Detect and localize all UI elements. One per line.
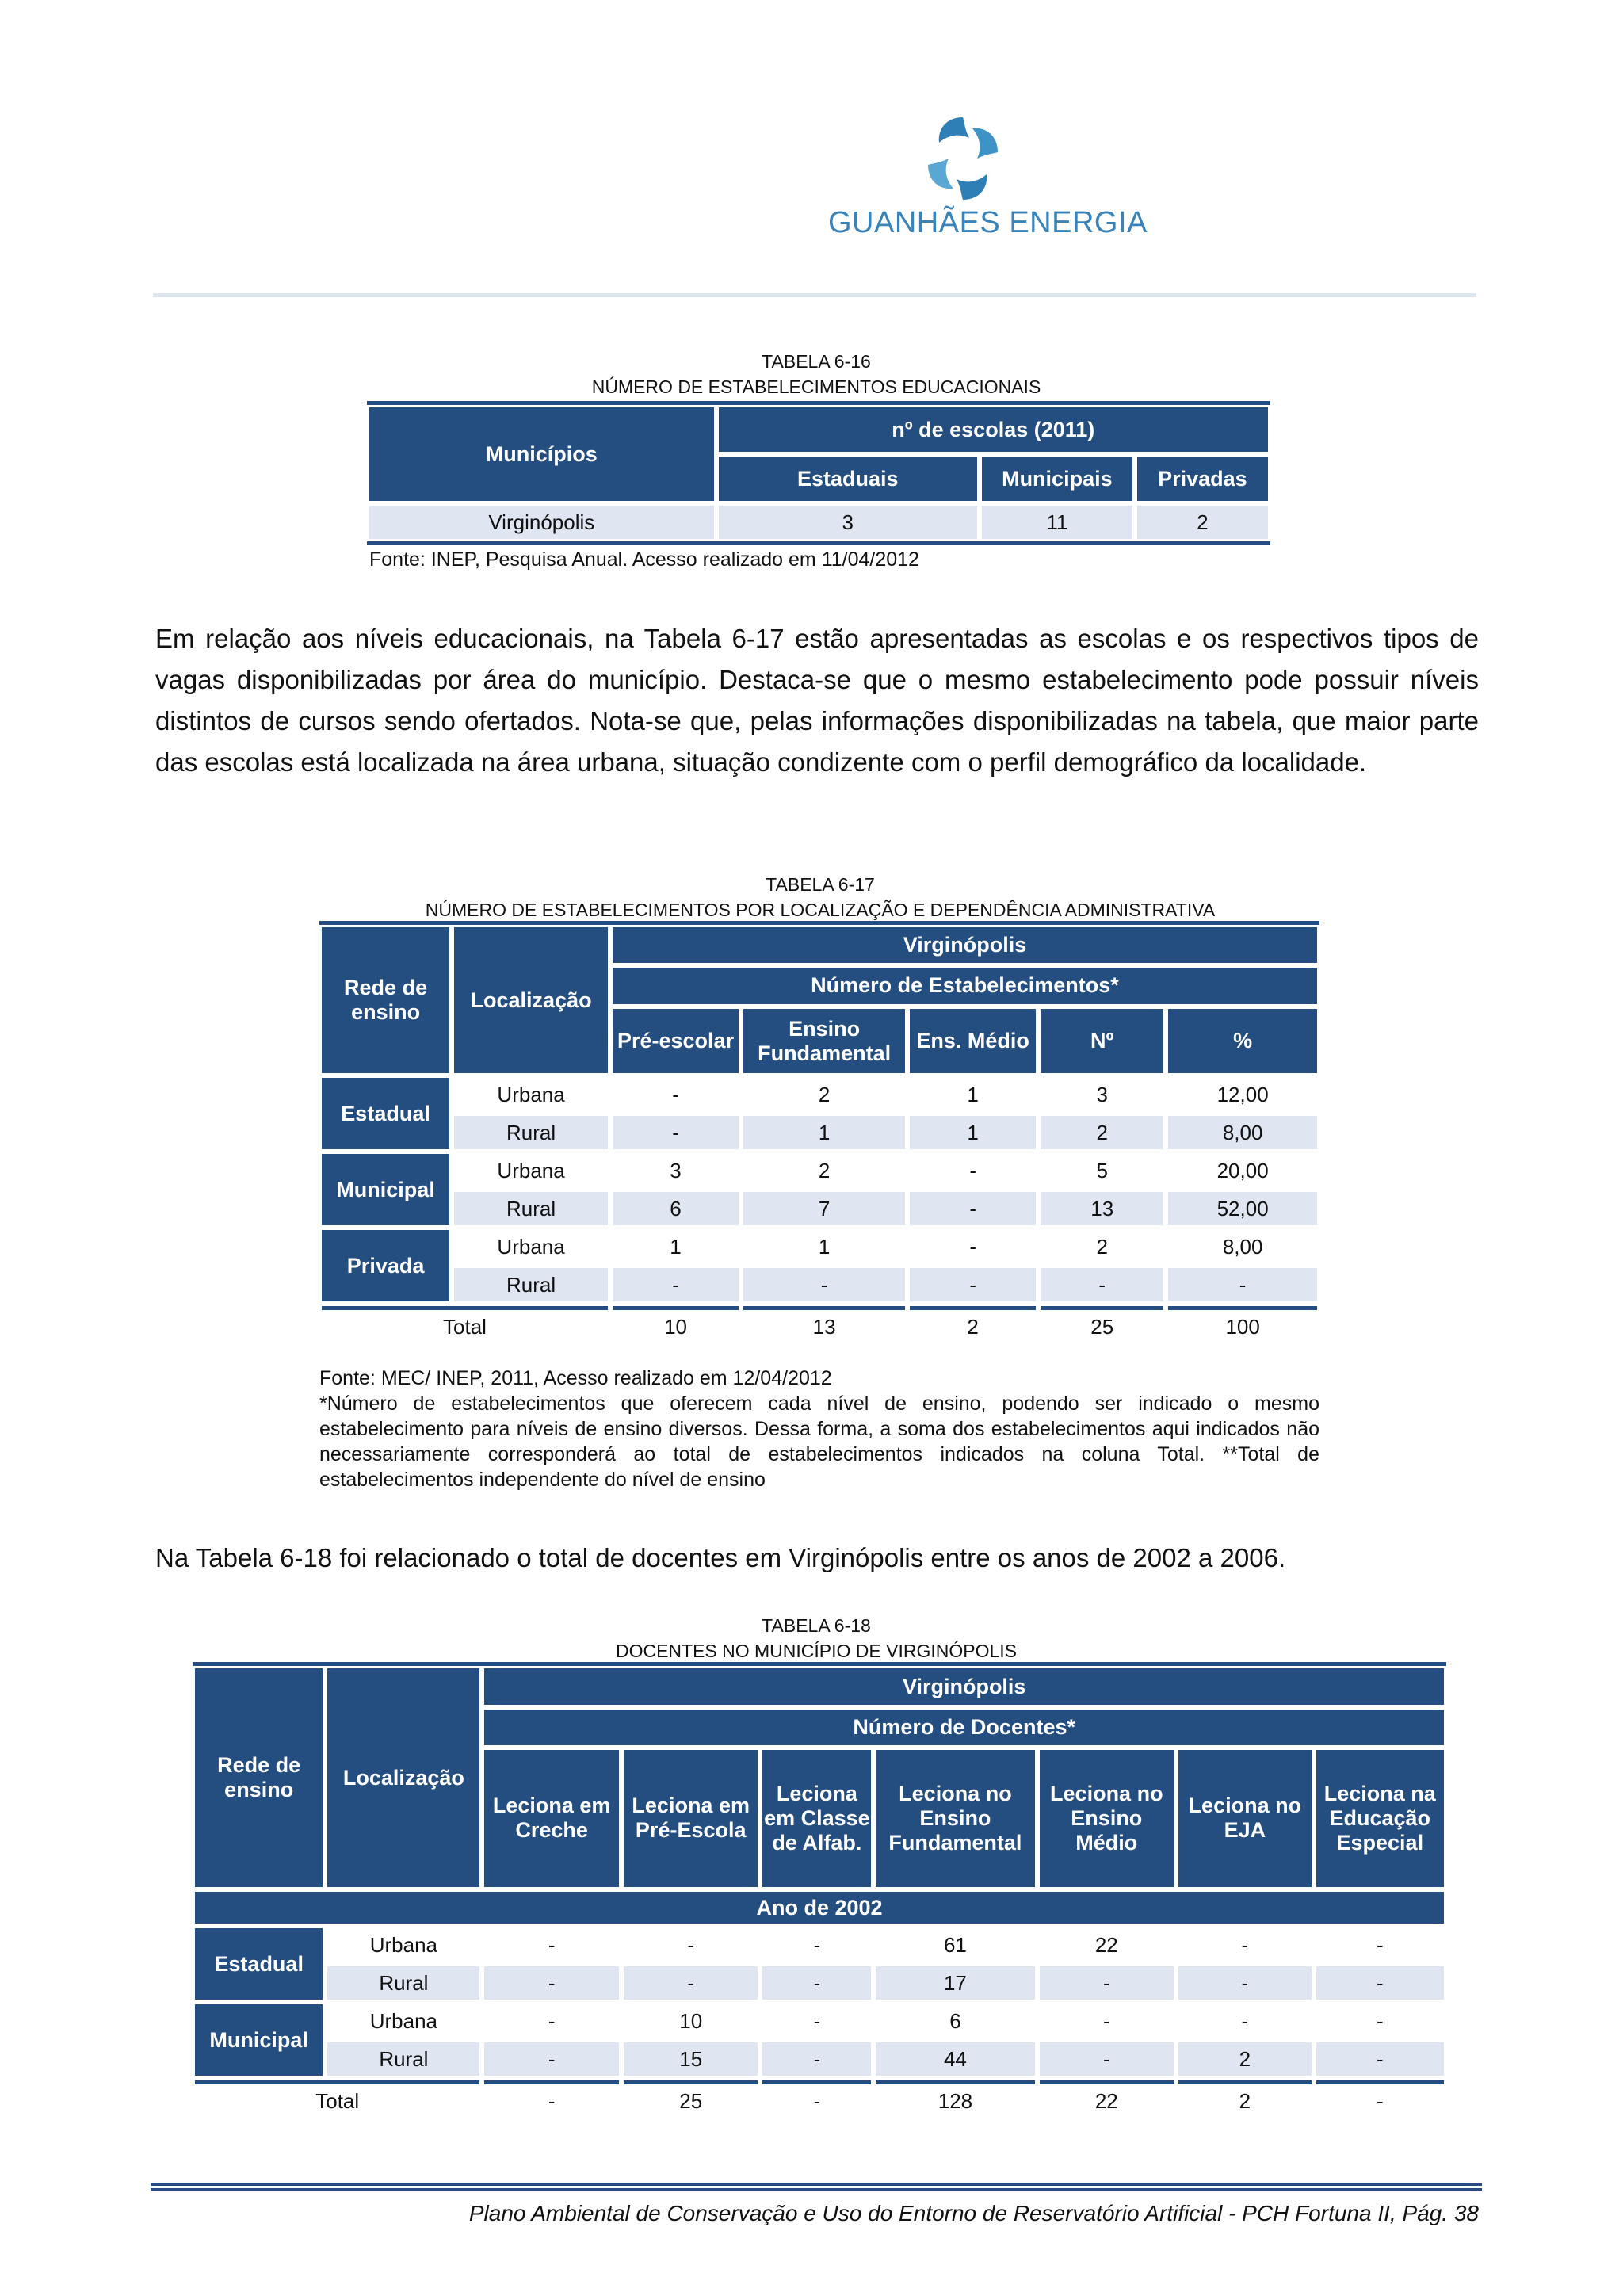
company-logo — [820, 111, 1148, 246]
value-cell: - — [1040, 2042, 1174, 2076]
header-privadas: Privadas — [1137, 457, 1268, 501]
value-cell: - — [1178, 2004, 1312, 2038]
value-cell: - — [484, 1966, 619, 2000]
value-cell: 61 — [876, 1928, 1034, 1962]
value-cell: - — [484, 2042, 619, 2076]
value-cell: 15 — [624, 2042, 758, 2076]
header-col-ensino-fundamental: Ensino Fundamental — [743, 1009, 905, 1073]
value-cell: 8,00 — [1168, 1230, 1317, 1263]
table-row — [322, 1192, 1317, 1225]
value-cell: - — [1040, 1966, 1174, 2000]
total-value-cell: 22 — [1040, 2080, 1174, 2118]
localizacao-cell: Urbana — [454, 1154, 608, 1187]
header-municipios: Municípios — [369, 407, 714, 501]
table-row — [322, 1268, 1317, 1301]
value-cell: - — [1178, 1928, 1312, 1962]
value-cell: 3 — [1041, 1078, 1163, 1111]
total-value-cell: - — [484, 2080, 619, 2118]
header-municipais: Municipais — [982, 457, 1132, 501]
table-6-16-caption — [475, 349, 1157, 399]
header-col-numero: Nº — [1041, 1009, 1163, 1073]
value-cell: 10 — [624, 2004, 758, 2038]
value-cell: 1 — [910, 1116, 1036, 1149]
total-value-cell: - — [762, 2080, 871, 2118]
cell-estaduais: 3 — [719, 506, 977, 539]
table-6-18-caption — [555, 1613, 1078, 1664]
logo-swirl-icon — [915, 111, 1010, 206]
header-estaduais: Estaduais — [719, 457, 977, 501]
table-row — [195, 2042, 1444, 2076]
table-6-16-number: TABELA 6-16 — [762, 351, 871, 372]
localizacao-cell: Urbana — [327, 2004, 479, 2038]
header-col-ensino-fundamental: Leciona no Ensino Fundamental — [876, 1750, 1034, 1887]
value-cell: - — [613, 1116, 739, 1149]
table-6-18 — [190, 1664, 1449, 2122]
header-col-percent: % — [1168, 1009, 1317, 1073]
value-cell: - — [1040, 2004, 1174, 2038]
total-value-cell: 2 — [1178, 2080, 1312, 2118]
table-6-17-note: *Número de estabelecimentos que oferecem cada nível de ensino, podendo ser indicado o mesmo estabelecimento para níveis de ensino diversos. Dessa forma, a soma dos estabelecimentos aqui indicados não necessariamente corresponderá ao total de estabelecimentos indicados na coluna Total. **Total de estabelecimentos independente do nível de ensino — [319, 1392, 1319, 1491]
cell-privadas: 2 — [1137, 506, 1268, 539]
value-cell: 13 — [1041, 1192, 1163, 1225]
value-cell: - — [910, 1268, 1036, 1301]
header-group: Número de Docentes* — [484, 1710, 1444, 1744]
value-cell: - — [613, 1268, 739, 1301]
table-row — [195, 1966, 1444, 2000]
table-6-17-caption — [317, 872, 1323, 923]
value-cell: 2 — [743, 1154, 905, 1187]
value-cell: - — [910, 1154, 1036, 1187]
rede-cell: Estadual — [322, 1078, 449, 1149]
localizacao-cell: Urbana — [454, 1078, 608, 1111]
value-cell: 2 — [1041, 1230, 1163, 1263]
value-cell: - — [484, 2004, 619, 2038]
table-6-16-title: NÚMERO DE ESTABELECIMENTOS EDUCACIONAIS — [591, 376, 1041, 397]
value-cell: - — [743, 1268, 905, 1301]
value-cell: - — [1316, 2042, 1444, 2076]
table-6-18-title: DOCENTES NO MUNICÍPIO DE VIRGINÓPOLIS — [615, 1641, 1018, 1661]
table-6-17-title: NÚMERO DE ESTABELECIMENTOS POR LOCALIZAÇÃO E DEPENDÊNCIA ADMINISTRATIVA — [425, 900, 1216, 920]
value-cell: 6 — [613, 1192, 739, 1225]
header-col-eja: Leciona no EJA — [1178, 1750, 1312, 1887]
value-cell: - — [624, 1928, 758, 1962]
header-rede: Rede de ensino — [195, 1668, 323, 1887]
header-col-pre-escola: Leciona em Pré-Escola — [624, 1750, 758, 1887]
rede-cell: Municipal — [322, 1154, 449, 1225]
total-value-cell: 25 — [1041, 1306, 1163, 1343]
header-place: Virginópolis — [613, 927, 1317, 963]
value-cell: 6 — [876, 2004, 1034, 2038]
value-cell: 44 — [876, 2042, 1034, 2076]
table-row — [195, 2004, 1444, 2038]
total-value-cell: - — [1316, 2080, 1444, 2118]
paragraph-2: Na Tabela 6-18 foi relacionado o total de docentes em Virginópolis entre os anos de 2002 a 2006. — [155, 1543, 1286, 1572]
value-cell: 5 — [1041, 1154, 1163, 1187]
header-num-escolas: nº de escolas (2011) — [719, 407, 1268, 452]
localizacao-cell: Rural — [327, 1966, 479, 2000]
value-cell: 52,00 — [1168, 1192, 1317, 1225]
header-divider — [153, 293, 1476, 297]
year-label: Ano de 2002 — [195, 1892, 1444, 1924]
total-value-cell: 10 — [613, 1306, 739, 1343]
value-cell: 1 — [743, 1230, 905, 1263]
total-row — [322, 1306, 1317, 1343]
table-6-16-source: Fonte: INEP, Pesquisa Anual. Acesso realizado em 11/04/2012 — [369, 548, 919, 571]
value-cell: 7 — [743, 1192, 905, 1225]
cell-municipio: Virginópolis — [369, 506, 714, 539]
value-cell: - — [762, 2004, 871, 2038]
localizacao-cell: Rural — [454, 1192, 608, 1225]
table-row — [322, 1154, 1317, 1187]
header-place: Virginópolis — [484, 1668, 1444, 1705]
paragraph-1: Em relação aos níveis educacionais, na Tabela 6-17 estão apresentadas as escolas e os respectivos tipos de vagas disponibilizadas por área do município. Destaca-se que o mesmo estabelecimento pode possuir níveis distintos de cursos sendo ofertados. Nota-se que, pelas informações disponibilizadas na tabela, que maior parte das escolas está localizada na área urbana, situação condizente com o perfil demográfico da localidade. — [155, 624, 1479, 777]
total-row — [195, 2080, 1444, 2118]
value-cell: - — [762, 1966, 871, 2000]
value-cell: 2 — [1041, 1116, 1163, 1149]
rede-cell: Estadual — [195, 1928, 323, 2000]
cell-municipais: 11 — [982, 506, 1132, 539]
value-cell: 22 — [1040, 1928, 1174, 1962]
localizacao-cell: Rural — [454, 1268, 608, 1301]
value-cell: - — [484, 1928, 619, 1962]
value-cell: - — [613, 1078, 739, 1111]
header-col-ensino-medio: Leciona no Ensino Médio — [1040, 1750, 1174, 1887]
brand-name: GUANHÃES ENERGIA — [828, 206, 1148, 239]
table-6-17-number: TABELA 6-17 — [766, 874, 875, 895]
header-col-creche: Leciona em Creche — [484, 1750, 619, 1887]
rede-cell: Privada — [322, 1230, 449, 1301]
localizacao-cell: Urbana — [454, 1230, 608, 1263]
localizacao-cell: Rural — [327, 2042, 479, 2076]
value-cell: - — [1178, 1966, 1312, 2000]
total-value-cell: 100 — [1168, 1306, 1317, 1343]
header-localizacao: Localização — [454, 927, 608, 1073]
value-cell: - — [910, 1230, 1036, 1263]
value-cell: 1 — [910, 1078, 1036, 1111]
footer-text: Plano Ambiental de Conservação e Uso do Entorno de Reservatório Artificial - PCH Fortuna II, Pág. 38 — [468, 2201, 1479, 2225]
value-cell: 17 — [876, 1966, 1034, 2000]
header-col-classe-alfab: Leciona em Classe de Alfab. — [762, 1750, 871, 1887]
value-cell: 2 — [1178, 2042, 1312, 2076]
value-cell: - — [910, 1192, 1036, 1225]
table-6-16 — [365, 403, 1273, 544]
header-col-pre-escolar: Pré-escolar — [613, 1009, 739, 1073]
value-cell: 1 — [613, 1230, 739, 1263]
table-6-16-bottom-rule — [367, 541, 1270, 545]
header-col-ens-medio: Ens. Médio — [910, 1009, 1036, 1073]
value-cell: 3 — [613, 1154, 739, 1187]
value-cell: 12,00 — [1168, 1078, 1317, 1111]
value-cell: - — [1316, 2004, 1444, 2038]
value-cell: - — [1316, 1966, 1444, 2000]
value-cell: 1 — [743, 1116, 905, 1149]
table-row — [322, 1116, 1317, 1149]
value-cell: - — [1316, 1928, 1444, 1962]
header-rede: Rede de ensino — [322, 927, 449, 1073]
header-col-educacao-especial: Leciona na Educação Especial — [1316, 1750, 1444, 1887]
footer-rule — [151, 2183, 1482, 2193]
value-cell: - — [624, 1966, 758, 2000]
total-value-cell: 13 — [743, 1306, 905, 1343]
total-value-cell: 128 — [876, 2080, 1034, 2118]
total-value-cell: 2 — [910, 1306, 1036, 1343]
rede-cell: Municipal — [195, 2004, 323, 2076]
value-cell: - — [762, 2042, 871, 2076]
table-row — [322, 1230, 1317, 1263]
table-6-17-source: Fonte: MEC/ INEP, 2011, Acesso realizado em 12/04/2012 — [319, 1367, 832, 1389]
value-cell: 8,00 — [1168, 1116, 1317, 1149]
table-row — [195, 1928, 1444, 1962]
value-cell: 20,00 — [1168, 1154, 1317, 1187]
total-label: Total — [195, 2080, 479, 2118]
table-row — [369, 506, 1268, 539]
localizacao-cell: Rural — [454, 1116, 608, 1149]
table-row — [322, 1078, 1317, 1111]
value-cell: - — [1168, 1268, 1317, 1301]
value-cell: - — [762, 1928, 871, 1962]
header-group: Número de Estabelecimentos* — [613, 968, 1317, 1005]
table-6-17 — [317, 923, 1322, 1348]
value-cell: 2 — [743, 1078, 905, 1111]
total-value-cell: 25 — [624, 2080, 758, 2118]
total-label: Total — [322, 1306, 608, 1343]
localizacao-cell: Urbana — [327, 1928, 479, 1962]
header-localizacao: Localização — [327, 1668, 479, 1887]
table-6-18-number: TABELA 6-18 — [762, 1615, 871, 1636]
value-cell: - — [1041, 1268, 1163, 1301]
